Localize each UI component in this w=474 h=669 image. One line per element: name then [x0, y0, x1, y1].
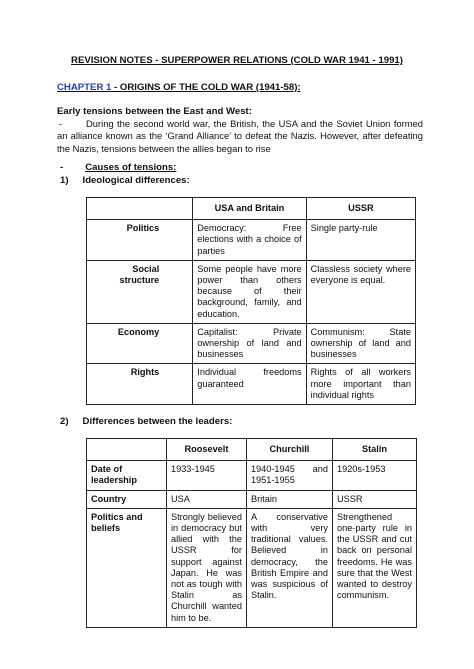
table-cell: Some people have more power than others because of their background, family, and education. [193, 260, 306, 323]
row-label: Social structure [87, 260, 193, 323]
table-row [87, 508, 417, 627]
table-cell: Strongly believed in democracy but allied with the USSR for support against Japan. He was not as tough with Stalin as Churchill wanted him to be. [166, 508, 246, 627]
table-cell: Capitalist: Private ownership of land and businesses [193, 323, 306, 364]
row-label: Country [87, 490, 167, 508]
row-label: Economy [87, 323, 193, 364]
table-header-cell [87, 439, 167, 461]
table-cell: USA [166, 490, 246, 508]
table-header-cell: Stalin [332, 439, 416, 461]
table-cell: Communism: State ownership of land and businesses [306, 323, 415, 364]
causes-dash: - [60, 162, 64, 173]
table-cell: Democracy: Free elections with a choice of parties [193, 220, 306, 261]
section-2-label: Differences between the leaders: [82, 416, 233, 427]
section-1-number: 1) [60, 175, 69, 186]
table-cell: Classless society where everyone is equal. [306, 260, 415, 323]
table-header-row [87, 439, 417, 461]
ideology-table [86, 197, 416, 405]
table-cell: USSR [332, 490, 416, 508]
section-2-heading [60, 416, 232, 427]
table-header-row [87, 198, 416, 220]
table-cell: A conservative with very traditional values. Believed in democracy, the British Empire and was suspicious of Stalin. [246, 508, 332, 627]
table-row [87, 461, 417, 490]
table-cell: 1940-1945 and 1951-1955 [246, 461, 332, 490]
table-row [87, 220, 416, 261]
table-header-cell: Churchill [246, 439, 332, 461]
table-cell: Rights of all workers more important than individual rights [306, 364, 415, 405]
early-tensions-heading: Early tensions between the East and West: [57, 106, 252, 117]
section-1-label: Ideological differences: [82, 175, 190, 186]
row-label: Date of leadership [87, 461, 167, 490]
section-1-heading [60, 175, 190, 186]
causes-label: Causes of tensions: [85, 162, 177, 173]
table-header-cell: USA and Britain [193, 198, 306, 220]
table-header-cell: USSR [306, 198, 415, 220]
document-title: REVISION NOTES - SUPERPOWER RELATIONS (COLD WAR 1941 - 1991) [71, 55, 403, 66]
table-cell: 1933-1945 [166, 461, 246, 490]
row-label: Politics [87, 220, 193, 261]
early-tensions-text: During the second world war, the British, the USA and the Soviet Union formed an alliance known as the ‘Grand Alliance’ to defeat the Nazis. However, after defeating the Nazis, tensions between the allies began to rise [57, 118, 423, 154]
causes-heading [60, 162, 176, 173]
table-cell: 1920s-1953 [332, 461, 416, 490]
bullet-dash: - [59, 118, 63, 129]
table-row [87, 364, 416, 405]
row-label: Rights [87, 364, 193, 405]
table-cell: Individual freedoms guaranteed [193, 364, 306, 405]
table-header-cell [87, 198, 193, 220]
table-row [87, 490, 417, 508]
chapter-label: CHAPTER 1 [57, 82, 112, 93]
section-2-number: 2) [60, 416, 69, 427]
chapter-title: - ORIGINS OF THE COLD WAR (1941-58): [111, 82, 301, 93]
early-tensions-bullet [57, 118, 423, 155]
row-label: Politics and beliefs [87, 508, 167, 627]
table-cell: Single party-rule [306, 220, 415, 261]
leaders-table [86, 438, 417, 628]
table-header-cell: Roosevelt [166, 439, 246, 461]
table-row [87, 260, 416, 323]
table-row [87, 323, 416, 364]
table-cell: Britain [246, 490, 332, 508]
table-cell: Strengthened one-party rule in the USSR and cut back on personal freedoms. He was sure that the West wanted to destroy communism. [332, 508, 416, 627]
chapter-heading [57, 82, 301, 93]
